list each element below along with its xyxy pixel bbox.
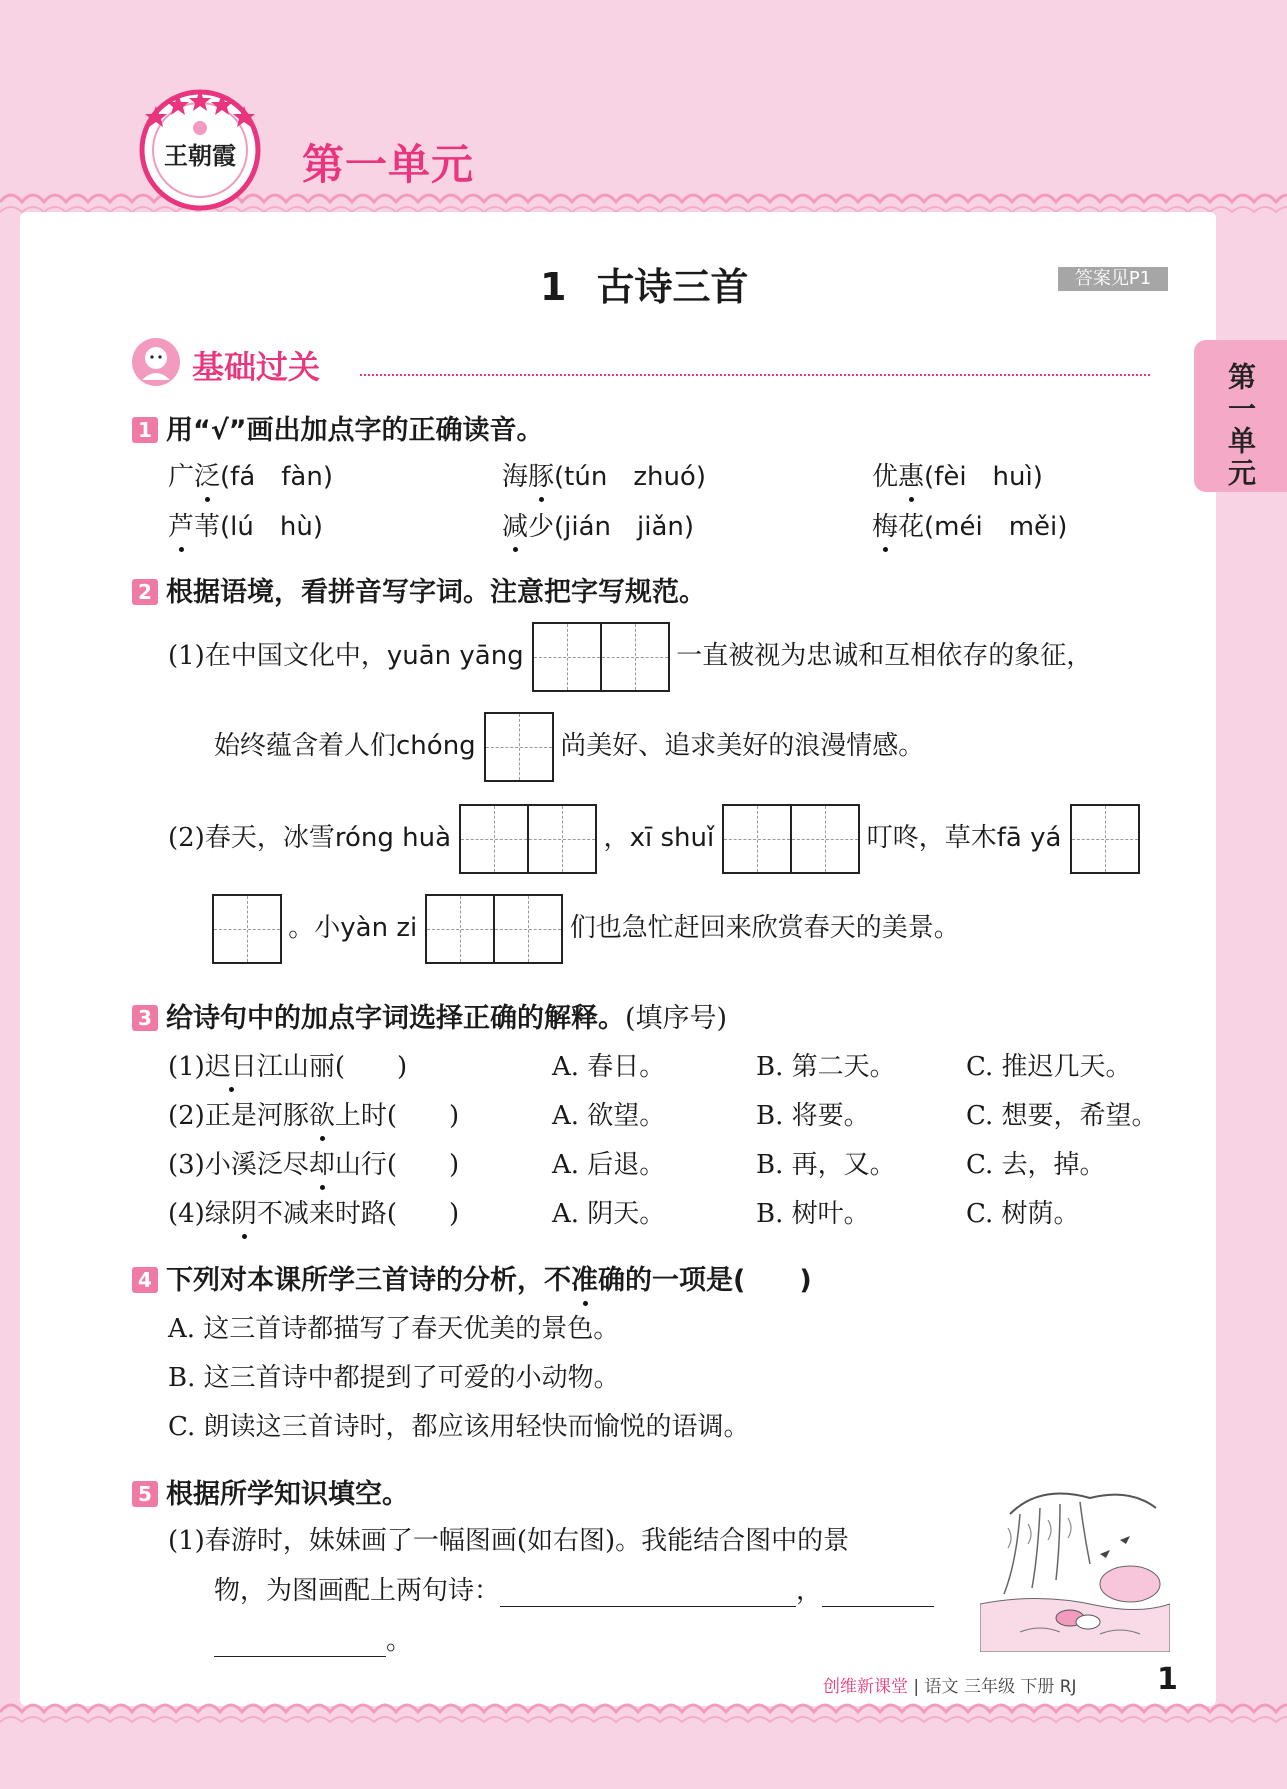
q1-item: 减少(jián jiǎn)	[502, 512, 695, 542]
unit-title: 第一单元	[302, 140, 475, 189]
q3-option-a: A. 欲望。	[552, 1101, 666, 1131]
q1-item: 梅花(méi měi)	[872, 512, 1068, 542]
section-mascot-icon	[130, 336, 182, 388]
question-number: 5	[132, 1481, 158, 1507]
q2-sentence-2-cont: 。小yàn zi 们也急忙赶回来欣赏春天的美景。	[212, 892, 960, 964]
writing-box[interactable]	[425, 894, 495, 964]
wave-border-bottom	[0, 1690, 1287, 1742]
q1-item: 广泛(fá fàn)	[168, 462, 333, 492]
q5-line: 物，为图画配上两句诗： ，	[214, 1570, 934, 1607]
q3-option-c: C. 推迟几天。	[966, 1052, 1132, 1082]
writing-box[interactable]	[212, 894, 282, 964]
q1-item: 优惠(fèi huì)	[872, 462, 1043, 492]
answer-blank[interactable]	[822, 1576, 934, 1607]
side-tab[interactable]	[1194, 340, 1287, 492]
answer-reference-badge: 答案见P1	[1058, 267, 1168, 291]
lesson-title	[540, 256, 748, 311]
question-number: 3	[132, 1005, 158, 1031]
footer-info: 创维新课堂 | 语文 三年级 下册 RJ	[823, 1677, 1077, 1697]
question-3-prompt: 3 给诗句中的加点字词选择正确的解释。(填序号)	[132, 996, 727, 1035]
q5-line: 。	[214, 1620, 412, 1657]
question-4-prompt: 4 下列对本课所学三首诗的分析，不准确的一项是( )	[132, 1258, 812, 1297]
writing-box[interactable]	[484, 712, 554, 782]
question-number: 1	[132, 417, 158, 443]
q2-sentence-1: (1)在中国文化中，yuān yāng 一直被视为忠诚和互相依存的象征，	[168, 620, 1092, 692]
q3-option-b: B. 将要。	[756, 1101, 870, 1131]
spring-scene-illustration	[980, 1484, 1170, 1652]
q3-option-a: A. 后退。	[552, 1150, 666, 1180]
q3-option-b: B. 树叶。	[756, 1199, 870, 1229]
writing-box[interactable]	[493, 894, 563, 964]
writing-box[interactable]	[722, 804, 792, 874]
question-number: 4	[132, 1267, 158, 1293]
page-number: 1	[1157, 1662, 1178, 1697]
q2-sentence-2: (2)春天，冰雪róng huà ，xī shuǐ 叮咚，草木fā yá	[168, 802, 1138, 874]
writing-box[interactable]	[527, 804, 597, 874]
q3-option-a: A. 阴天。	[552, 1199, 666, 1229]
question-1-prompt: 1 用“√”画出加点字的正确读音。	[132, 408, 544, 447]
q3-option-a: A. 春日。	[552, 1052, 666, 1082]
question-2-prompt: 2 根据语境，看拼音写字词。注意把字写规范。	[132, 570, 706, 609]
lesson-number: 1	[540, 265, 567, 309]
answer-blank[interactable]	[500, 1576, 796, 1607]
q3-option-b: B. 第二天。	[756, 1052, 896, 1082]
q3-option-b: B. 再，又。	[756, 1150, 896, 1180]
q3-row: (1)迟日江山丽( )	[168, 1052, 408, 1082]
writing-box[interactable]	[532, 622, 602, 692]
q3-row: (4)绿阴不减来时路( )	[168, 1199, 460, 1229]
brand-logo	[138, 88, 262, 212]
q2-sentence-1-cont: 始终蕴含着人们chóng 尚美好、追求美好的浪漫情感。	[214, 710, 924, 782]
section-title: 基础过关	[192, 348, 321, 386]
footer-brand: 创维新课堂	[823, 1677, 908, 1697]
question-number: 2	[132, 579, 158, 605]
q3-option-c: C. 想要，希望。	[966, 1101, 1158, 1131]
section-divider	[360, 374, 1150, 376]
question-5-prompt: 5 根据所学知识填空。	[132, 1472, 409, 1511]
writing-box[interactable]	[600, 622, 670, 692]
q3-row: (2)正是河豚欲上时( )	[168, 1101, 460, 1131]
answer-blank[interactable]	[214, 1626, 386, 1657]
q3-option-c: C. 去，掉。	[966, 1150, 1106, 1180]
q4-option: A. 这三首诗都描写了春天优美的景色。	[168, 1314, 620, 1344]
side-tab-label: 第一单元	[1224, 362, 1257, 490]
section-header	[130, 336, 1170, 388]
lesson-name: 古诗三首	[596, 265, 749, 309]
q1-item: 芦苇(lú hù)	[168, 512, 323, 542]
logo-text: 王朝霞	[164, 141, 236, 170]
q1-item: 海豚(tún zhuó)	[502, 462, 706, 492]
writing-box[interactable]	[1070, 804, 1140, 874]
q4-option: B. 这三首诗中都提到了可爱的小动物。	[168, 1363, 620, 1393]
q5-line: (1)春游时，妹妹画了一幅图画(如右图)。我能结合图中的景	[168, 1526, 850, 1556]
q3-option-c: C. 树荫。	[966, 1199, 1080, 1229]
writing-box[interactable]	[790, 804, 860, 874]
q3-row: (3)小溪泛尽却山行( )	[168, 1150, 460, 1180]
q4-option: C. 朗读这三首诗时，都应该用轻快而愉悦的语调。	[168, 1412, 750, 1442]
writing-box[interactable]	[459, 804, 529, 874]
